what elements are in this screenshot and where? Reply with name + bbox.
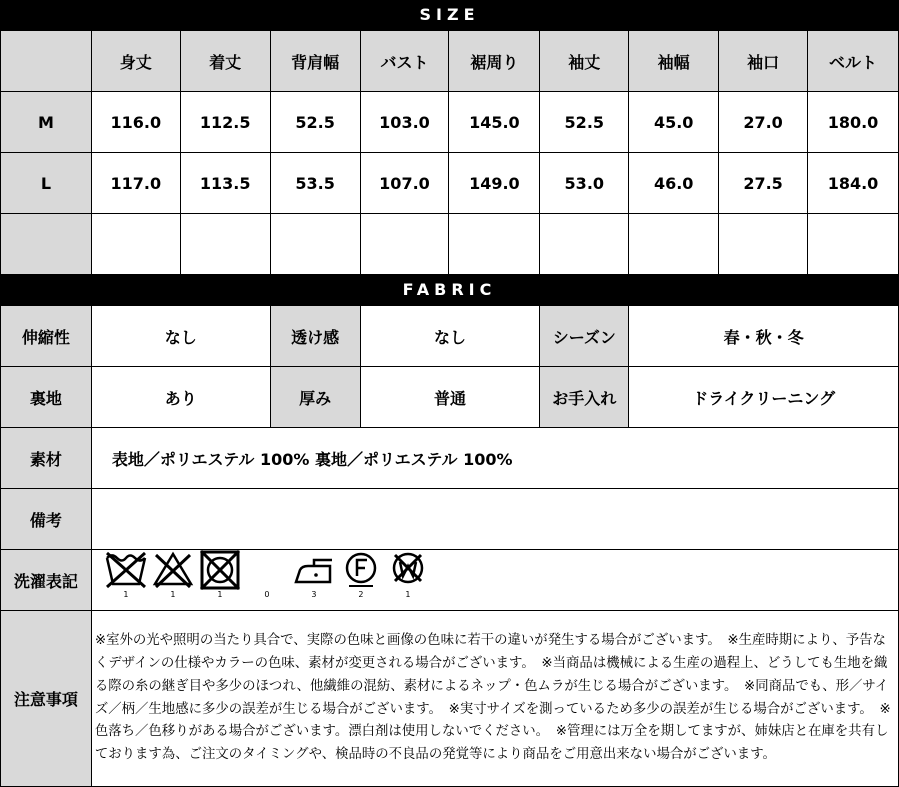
size-header-cell: 背肩幅 [270,31,360,92]
wash-row [1,550,899,611]
care-symbol [386,550,430,599]
fabric-row-1 [1,306,899,367]
size-header-cell: 袖丈 [540,31,629,92]
size-value-cell: 53.0 [540,153,629,214]
care-value: ドライクリーニング [629,367,899,428]
care-symbols [92,550,898,608]
material-row [1,428,899,489]
size-value-cell: 107.0 [360,153,449,214]
lining-value: あり [91,367,270,428]
care-number: 0 [264,590,270,599]
size-value-cell: 113.5 [180,153,270,214]
sheerness-label: 透け感 [270,306,360,367]
size-value-cell [449,214,540,275]
fabric-row-2 [1,367,899,428]
size-value-cell: 116.0 [91,92,180,153]
season-label: シーズン [540,306,629,367]
remarks-value [91,489,898,550]
blank-symbol [245,550,289,590]
size-value-cell [270,214,360,275]
size-value-cell: 46.0 [629,153,719,214]
size-value-cell: 180.0 [808,92,899,153]
iron-icon [292,550,336,590]
size-row-empty [1,214,899,275]
size-value-cell: 103.0 [360,92,449,153]
wash-tub-crossed-icon [104,550,148,590]
notes-row [1,611,899,787]
wash-symbols-cell [91,550,898,611]
bleach-triangle-crossed-icon [151,550,195,590]
size-row-l [1,153,899,214]
remarks-label: 備考 [1,489,92,550]
size-corner-cell [1,31,92,92]
lining-label: 裏地 [1,367,92,428]
size-value-cell: 45.0 [629,92,719,153]
professional-dryclean-f-icon [339,550,383,590]
size-header-cell: 着丈 [180,31,270,92]
size-row-label [1,214,92,275]
care-number: 2 [358,590,364,599]
notes-label: 注意事項 [1,611,92,787]
care-symbol [151,550,195,599]
sheerness-value: なし [360,306,540,367]
thickness-value: 普通 [360,367,540,428]
size-header-cell: 袖幅 [629,31,719,92]
size-value-cell [719,214,808,275]
material-label: 素材 [1,428,92,489]
size-header-cell: バスト [360,31,449,92]
size-value-cell: 145.0 [449,92,540,153]
wet-clean-crossed-icon [386,550,430,590]
size-value-cell [91,214,180,275]
size-header-cell: 身丈 [91,31,180,92]
stretch-label: 伸縮性 [1,306,92,367]
size-row-m [1,92,899,153]
care-symbol [104,550,148,599]
care-symbol [198,550,242,599]
size-row-label: M [1,92,92,153]
tumble-dry-crossed-icon [198,550,242,590]
size-value-cell: 52.5 [540,92,629,153]
material-value: 表地／ポリエステル 100% 裏地／ポリエステル 100% [91,428,898,489]
size-header-cell: 袖口 [719,31,808,92]
size-value-cell [540,214,629,275]
size-header-cell: ベルト [808,31,899,92]
stretch-value: なし [91,306,270,367]
size-value-cell: 117.0 [91,153,180,214]
size-value-cell [629,214,719,275]
care-number: 1 [405,590,411,599]
size-header-row [1,31,899,92]
size-value-cell: 53.5 [270,153,360,214]
care-number: 3 [311,590,317,599]
size-value-cell [360,214,449,275]
wash-label: 洗濯表記 [1,550,92,611]
thickness-label: 厚み [270,367,360,428]
size-value-cell: 27.0 [719,92,808,153]
care-symbol [339,550,383,599]
size-value-cell [808,214,899,275]
notes-text: ※室外の光や照明の当たり具合で、実際の色味と画像の色味に若干の違いが発生する場合がございます。 ※生産時期により、予告なくデザインの仕様やカラーの色味、素材が変更される場合がございます。 ※当商品は機械による生産の過程上、どうしても生地を織る際の糸の継ぎ目や多少のほつれ、他繊維の混紡、素材によるネップ・色ムラが生じる場合がございます。 ※同商品でも、形／サイズ／柄／生地感に多少の誤差が生じる場合がございます。 ※実寸サイズを測っているため多少の誤差が生じる場合がございます。 ※色落ち／色移りがある場合がございます。漂白剤は使用しないでください。 ※管理には万全を期してますが、姉妹店と在庫を共有しております為、ご注文のタイミングや、検品時の不良品の発覚等により商品をご用意出来ない場合がございます。 [91,611,898,787]
season-value: 春・秋・冬 [629,306,899,367]
size-section-title: SIZE [0,0,899,30]
size-value-cell [180,214,270,275]
care-symbol [245,550,289,599]
care-number: 1 [123,590,129,599]
fabric-table [0,305,899,787]
size-value-cell: 149.0 [449,153,540,214]
care-number: 1 [217,590,223,599]
size-value-cell: 184.0 [808,153,899,214]
remarks-row [1,489,899,550]
size-table [0,30,899,275]
size-header-cell: 裾周り [449,31,540,92]
fabric-section-title: FABRIC [0,274,899,305]
care-symbol [292,550,336,599]
size-row-label: L [1,153,92,214]
size-value-cell: 52.5 [270,92,360,153]
care-number: 1 [170,590,176,599]
size-value-cell: 27.5 [719,153,808,214]
size-value-cell: 112.5 [180,92,270,153]
care-label: お手入れ [540,367,629,428]
